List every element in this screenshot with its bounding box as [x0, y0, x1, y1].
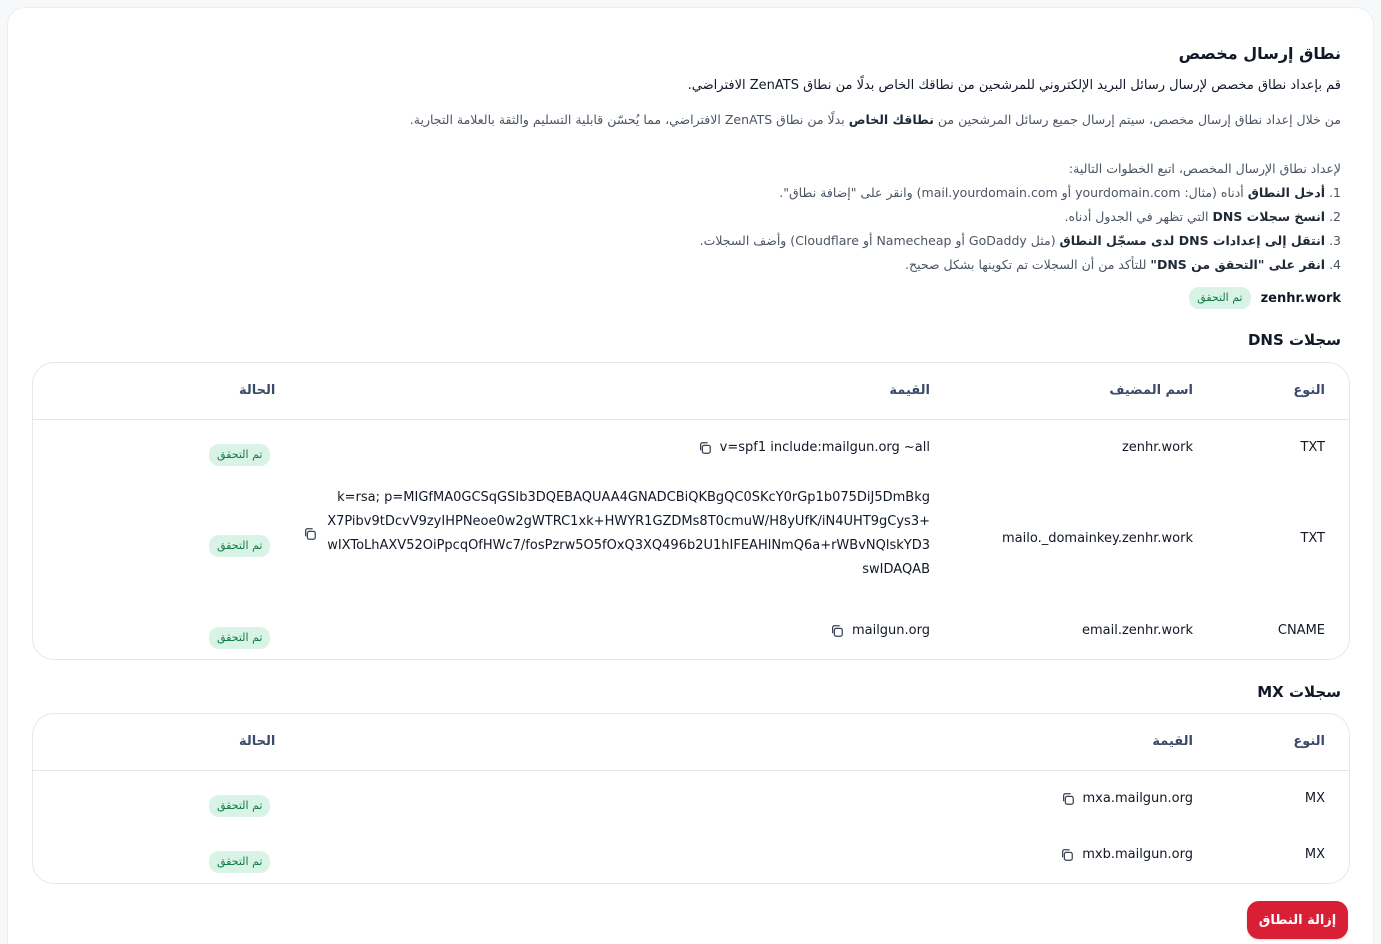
record-value-text: v=spf1 include:mailgun.org ~all [719, 440, 930, 455]
dns-table-header [33, 363, 1349, 420]
record-type: TXT [1300, 531, 1325, 546]
column-header-value: القيمة [889, 383, 930, 398]
step-number: 4. [1325, 257, 1341, 272]
column-header-status: الحالة [239, 734, 276, 749]
step-text: (مثل GoDaddy أو Namecheap أو Cloudflare) وأضف السجلات. [699, 233, 1060, 248]
record-type: TXT [1300, 440, 1325, 455]
column-header-type: النوع [1293, 734, 1325, 749]
record-type: CNAME [1277, 623, 1325, 638]
copy-icon[interactable] [1061, 792, 1075, 806]
mx-records-table [32, 713, 1350, 884]
column-header-value: القيمة [1152, 734, 1193, 749]
record-value [830, 623, 930, 638]
intro-bold: نطاقك الخاص [848, 112, 934, 127]
status-badge: تم التحقق [209, 627, 270, 649]
remove-domain-button[interactable]: إزالة النطاق [1247, 901, 1348, 939]
step-bold: انسخ سجلات DNS [1212, 209, 1326, 224]
record-type: MX [1304, 847, 1325, 862]
step-bold: انتقل إلى إعدادات DNS لدى مسجّل النطاق [1059, 233, 1326, 248]
step-number: 3. [1325, 233, 1341, 248]
intro-paragraph [410, 112, 1341, 127]
mx-section-title: سجلات MX [1257, 683, 1341, 701]
step-2 [1064, 209, 1341, 224]
record-value [303, 486, 930, 582]
mx-table-header [33, 714, 1349, 771]
copy-icon[interactable] [1060, 848, 1074, 862]
status-badge: تم التحقق [209, 795, 270, 817]
column-header-type: النوع [1293, 383, 1325, 398]
record-type: MX [1304, 791, 1325, 806]
dkim-line: swIDAQAB [862, 562, 930, 577]
dns-section-title: سجلات DNS [1247, 331, 1341, 349]
status-badge: تم التحقق [209, 851, 270, 873]
step-3 [700, 233, 1341, 248]
step-number: 2. [1325, 209, 1341, 224]
domain-row [1189, 287, 1341, 309]
step-text: أدناه (مثال: yourdomain.com أو mail.yourdomain.com) وانقر على "إضافة نطاق". [779, 185, 1248, 200]
record-value [1061, 791, 1194, 806]
record-value [698, 440, 930, 455]
column-header-host: اسم المضيف [1109, 383, 1193, 398]
record-value-text: mxb.mailgun.org [1082, 847, 1193, 862]
step-bold: أدخل النطاق [1247, 185, 1326, 200]
copy-icon[interactable] [830, 624, 844, 638]
domain-name: zenhr.work [1260, 290, 1341, 306]
domain-status-badge: تم التحقق [1189, 287, 1250, 309]
dkim-line: X7Pibv9tDcvV9zyIHPNeoe0w2gWTRC1xk+HWYR1GZDMs8T0cmuW/H8yUfK/iN4UHT9gCys3+ [327, 514, 930, 529]
column-header-status: الحالة [239, 383, 276, 398]
intro-suffix: بدلًا من نطاق ZenATS الافتراضي، مما يُحسّن قابلية التسليم والثقة بالعلامة التجارية. [409, 112, 849, 127]
copy-icon[interactable] [303, 527, 317, 541]
copy-icon[interactable] [698, 441, 712, 455]
record-host: email.zenhr.work [1081, 623, 1193, 638]
record-value-text: mailgun.org [851, 623, 930, 638]
steps-heading: لإعداد نطاق الإرسال المخصص، اتبع الخطوات التالية: [1068, 161, 1341, 176]
step-text: التي تظهر في الجدول أدناه. [1064, 209, 1213, 224]
step-4 [905, 257, 1341, 272]
status-badge: تم التحقق [209, 535, 270, 557]
intro-prefix: من خلال إعداد نطاق إرسال مخصص، سيتم إرسال جميع رسائل المرشحين من [933, 112, 1341, 127]
record-value [1060, 847, 1193, 862]
page-title: نطاق إرسال مخصص [1178, 44, 1341, 63]
record-host: zenhr.work [1121, 440, 1193, 455]
dns-records-table [32, 362, 1350, 660]
record-value-text: mxa.mailgun.org [1082, 791, 1193, 806]
status-badge: تم التحقق [209, 444, 270, 466]
page-subtitle: قم بإعداد نطاق مخصص لإرسال رسائل البريد الإلكتروني للمرشحين من نطاقك الخاص بدلًا من نطاق ZenATS الافتراضي. [687, 78, 1341, 93]
step-text: للتأكد من أن السجلات تم تكوينها بشكل صحيح. [905, 257, 1151, 272]
step-bold: انقر على "التحقق من DNS" [1150, 257, 1326, 272]
record-host: mailo._domainkey.zenhr.work [1002, 531, 1193, 546]
dkim-line: wIXToLhAXV52OiPpcqOfHWc7/fosPzrw5O5fOxQ3XQ496b2U1hIFEAHlNmQ6a+rWBvNQlskYD3 [327, 538, 930, 553]
dkim-line: k=rsa; p=MIGfMA0GCSqGSIb3DQEBAQUAA4GNADCBiQKBgQC0SKcY0rGp1b075DiJ5DmBkg [337, 490, 930, 505]
step-1 [779, 185, 1341, 200]
custom-domain-card [7, 7, 1374, 944]
step-number: 1. [1325, 185, 1341, 200]
dkim-value-text [327, 486, 930, 582]
